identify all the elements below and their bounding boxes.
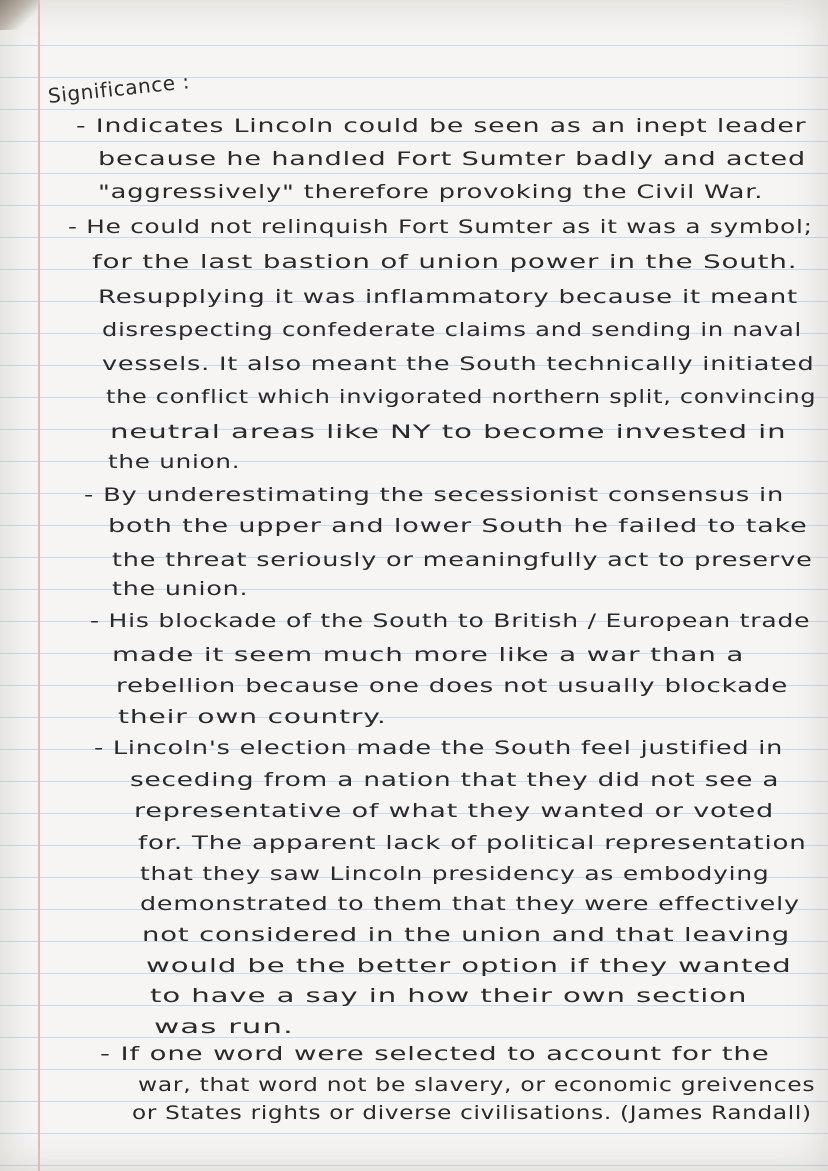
note-line: Resupplying it was inflammatory because it meant <box>98 286 799 308</box>
note-line: "aggressively" therefore provoking the Civil War. <box>98 181 764 203</box>
note-line: because he handled Fort Sumter badly and acted <box>98 148 807 170</box>
note-line: - Lincoln's election made the South feel justified in <box>94 737 784 759</box>
section-heading: Significance : <box>46 69 191 108</box>
note-line: both the upper and lower South he failed to take <box>108 515 808 537</box>
note-line: disrespecting confederate claims and sending in naval <box>102 319 802 341</box>
note-line: the threat seriously or meaningfully act to preserve <box>112 549 813 571</box>
note-line: seceding from a nation that they did not see a <box>130 769 780 791</box>
note-line: made it seem much more like a war than a <box>112 644 745 666</box>
note-line: or States rights or diverse civilisations. (James Randall) <box>132 1102 812 1124</box>
note-line: their own country. <box>118 706 387 728</box>
note-line: - He could not relinquish Fort Sumter as it was a symbol; <box>68 216 813 238</box>
note-line: neutral areas like NY to become invested in <box>110 421 787 443</box>
note-line: for the last bastion of union power in the South. <box>92 251 798 273</box>
note-line: war, that word not be slavery, or economic greivences <box>138 1074 816 1096</box>
note-line: was run. <box>154 1016 294 1038</box>
note-line: - By underestimating the secessionist consensus in <box>84 484 785 506</box>
note-line: the union. <box>112 578 249 600</box>
note-line: - His blockade of the South to British / European trade <box>90 610 811 632</box>
margin-line <box>38 0 40 1171</box>
page-corner <box>0 0 40 30</box>
note-line: the union. <box>108 451 241 473</box>
note-line: would be the better option if they wanted <box>146 955 792 977</box>
note-line: to have a say in how their own section <box>150 985 748 1007</box>
note-line: - Indicates Lincoln could be seen as an inept leader <box>76 115 807 137</box>
note-line: rebellion because one does not usually blockade <box>116 675 789 697</box>
note-line: for. The apparent lack of political representation <box>138 832 807 854</box>
note-line: - If one word were selected to account for the <box>100 1043 770 1065</box>
note-line: representative of what they wanted or voted <box>134 800 775 822</box>
note-line: demonstrated to them that they were effectively <box>140 893 800 915</box>
note-line: vessels. It also meant the South technically initiated <box>102 353 815 375</box>
note-line: the conflict which invigorated northern split, convincing <box>106 386 817 408</box>
note-line: that they saw Lincoln presidency as embodying <box>140 863 770 885</box>
note-line: not considered in the union and that leaving <box>142 924 791 946</box>
